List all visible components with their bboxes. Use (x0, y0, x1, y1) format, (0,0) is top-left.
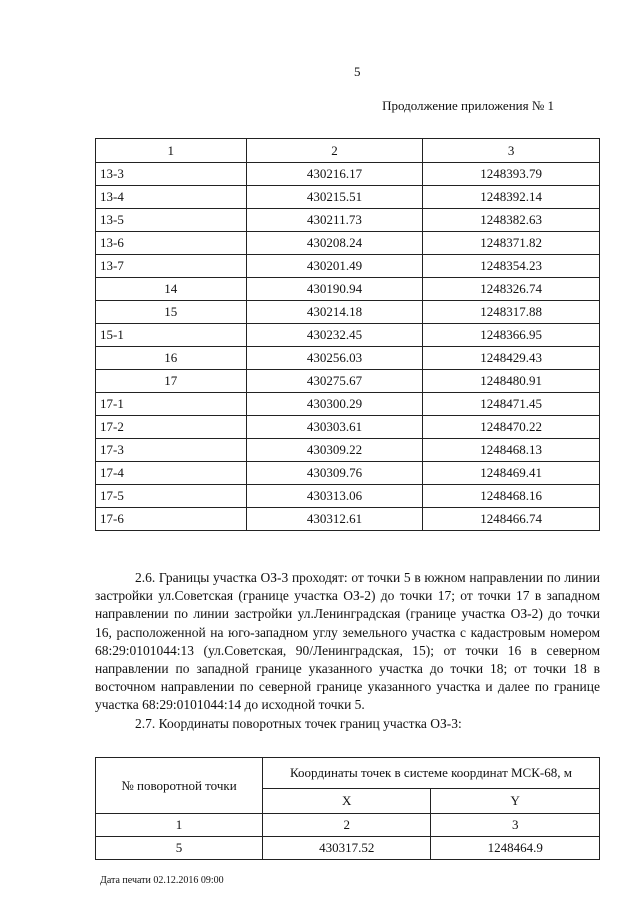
table-header-cell: 3 (423, 139, 600, 163)
column-number-cell: 2 (263, 814, 431, 837)
table-cell-point: 13-3 (96, 163, 247, 186)
table-cell-x: 430215.51 (246, 186, 423, 209)
table-cell-y: 1248371.82 (423, 232, 600, 255)
table-cell-x: 430317.52 (263, 837, 431, 860)
table-cell-point: 15 (96, 301, 247, 324)
table-cell-y: 1248354.23 (423, 255, 600, 278)
table-cell-x: 430275.67 (246, 370, 423, 393)
table-cell-point: 15-1 (96, 324, 247, 347)
table-cell-y: 1248480.91 (423, 370, 600, 393)
table-row (96, 232, 600, 255)
table-row (96, 163, 600, 186)
table-header-row (96, 139, 600, 163)
table-cell-y: 1248366.95 (423, 324, 600, 347)
table-row (96, 439, 600, 462)
table-cell-y: 1248470.22 (423, 416, 600, 439)
table-row (96, 462, 600, 485)
y-header: Y (431, 789, 600, 814)
table-cell-y: 1248382.63 (423, 209, 600, 232)
table-cell-point: 17-6 (96, 508, 247, 531)
table-cell-point: 17-5 (96, 485, 247, 508)
table-cell-point: 16 (96, 347, 247, 370)
table-cell-point: 13-5 (96, 209, 247, 232)
print-date: Дата печати 02.12.2016 09:00 (100, 875, 224, 886)
table-cell-x: 430211.73 (246, 209, 423, 232)
table-row (96, 278, 600, 301)
table-cell-y: 1248464.9 (431, 837, 600, 860)
table-row (96, 209, 600, 232)
table-cell-y: 1248392.14 (423, 186, 600, 209)
table-row (96, 416, 600, 439)
table-cell-x: 430303.61 (246, 416, 423, 439)
coordinates-table-oz2 (95, 138, 600, 531)
x-header: X (263, 789, 431, 814)
table-cell-y: 1248326.74 (423, 278, 600, 301)
table-cell-point: 17-2 (96, 416, 247, 439)
table-cell-point: 17-1 (96, 393, 247, 416)
table-cell-point: 17-3 (96, 439, 247, 462)
table-cell-y: 1248469.41 (423, 462, 600, 485)
table-cell-y: 1248468.13 (423, 439, 600, 462)
coordinates-table-oz3 (95, 757, 600, 860)
coords-header: Координаты точек в системе координат МСК-68, м (263, 758, 600, 789)
table-cell-x: 430300.29 (246, 393, 423, 416)
table-row (96, 485, 600, 508)
appendix-note: Продолжение приложения № 1 (382, 98, 554, 113)
table-cell-x: 430208.24 (246, 232, 423, 255)
table-row (96, 837, 600, 860)
table-cell-y: 1248393.79 (423, 163, 600, 186)
table-cell-x: 430201.49 (246, 255, 423, 278)
table-cell-y: 1248471.45 (423, 393, 600, 416)
table-header-row (96, 758, 600, 789)
paragraph-2-6: 2.6. Границы участка ОЗ-3 проходят: от точки 5 в южном направлении по линии застройки ул.Советская (границе участка ОЗ-2) до точки 17; от точки 17 в западном направлении по линии застройки ул.Ленинградская (границе участка ОЗ-2) до точки 16, расположенной на юго-западном углу земельного участка с кадастровым номером 68:29:0101044:13 (ул.Советская, 90/Ленинградская, 15); от точки 16 в северном направлении по западной границе указанного участка до точки 18; от точки 18 в восточном направлении по северной границе указанного участка и далее по границе участка 68:29:0101044:14 до исходной точки 5. (95, 570, 600, 713)
table-row (96, 393, 600, 416)
table-cell-point: 5 (96, 837, 263, 860)
point-number-header: № поворотной точки (96, 758, 263, 814)
table-cell-point: 17 (96, 370, 247, 393)
table-cell-x: 430214.18 (246, 301, 423, 324)
table-header-cell: 2 (246, 139, 423, 163)
paragraph-2-7: 2.7. Координаты поворотных точек границ участка ОЗ-3: (135, 715, 462, 731)
table-cell-y: 1248317.88 (423, 301, 600, 324)
table-cell-y: 1248429.43 (423, 347, 600, 370)
page-number: 5 (354, 64, 361, 79)
table-row (96, 347, 600, 370)
table-row (96, 255, 600, 278)
table-cell-x: 430256.03 (246, 347, 423, 370)
table-cell-y: 1248466.74 (423, 508, 600, 531)
table-cell-point: 13-6 (96, 232, 247, 255)
table-cell-x: 430232.45 (246, 324, 423, 347)
table-row (96, 324, 600, 347)
table-cell-point: 17-4 (96, 462, 247, 485)
table-row (96, 301, 600, 324)
table-row (96, 186, 600, 209)
table-cell-x: 430216.17 (246, 163, 423, 186)
table-cell-point: 14 (96, 278, 247, 301)
column-number-cell: 1 (96, 814, 263, 837)
table-cell-point: 13-4 (96, 186, 247, 209)
column-number-row (96, 814, 600, 837)
table-header-cell: 1 (96, 139, 247, 163)
table-cell-x: 430309.22 (246, 439, 423, 462)
table-cell-x: 430312.61 (246, 508, 423, 531)
table-cell-y: 1248468.16 (423, 485, 600, 508)
table-cell-x: 430313.06 (246, 485, 423, 508)
column-number-cell: 3 (431, 814, 600, 837)
table-cell-x: 430190.94 (246, 278, 423, 301)
table-cell-x: 430309.76 (246, 462, 423, 485)
table-row (96, 508, 600, 531)
body-text (95, 569, 600, 733)
table-row (96, 370, 600, 393)
table-cell-point: 13-7 (96, 255, 247, 278)
